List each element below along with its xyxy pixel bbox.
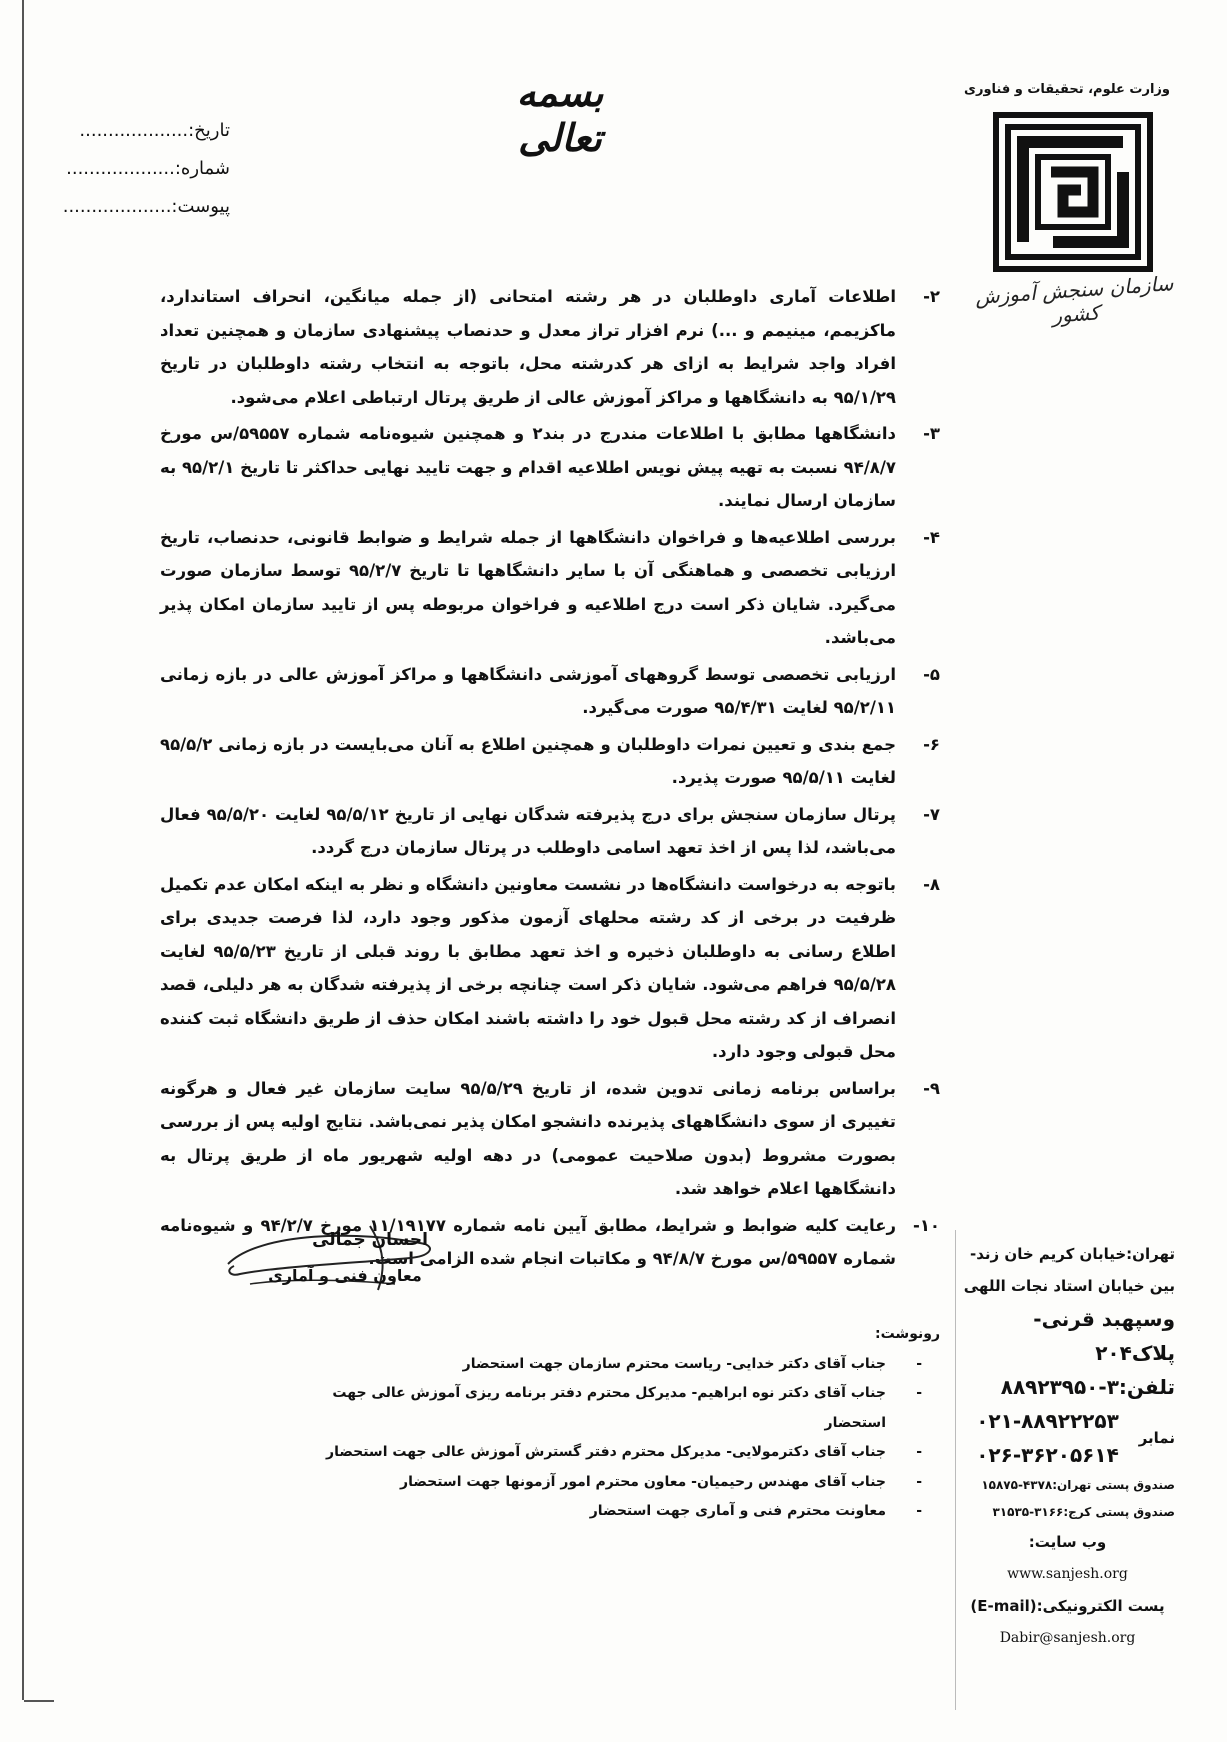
email-link[interactable]: Dabir@sanjesh.org (999, 1630, 1136, 1646)
fax-numbers (960, 1404, 1135, 1472)
item-number: ۲- (923, 287, 940, 306)
item-number: ۷- (923, 804, 940, 824)
list-item (160, 417, 940, 518)
corner-mark (24, 1700, 54, 1702)
cc-dash: - (916, 1444, 922, 1460)
item-number: ۵- (923, 664, 940, 684)
signature-block (220, 1222, 440, 1302)
cc-item (280, 1379, 940, 1438)
cc-dash: - (916, 1473, 922, 1490)
item-text: جمع بندی و تعیین نمرات داوطلبان و همچنین اطلاع به آنان می‌بایست در بازه زمانی ۹۵/۵/۲ لغایت ۹۵/۵/۱۱ صورت پذیرد. (160, 734, 896, 787)
left-margin-line (22, 0, 24, 1700)
signer-title: معاون فنی و آماری (268, 1266, 422, 1285)
website-label: وب سایت: (1028, 1533, 1107, 1551)
cc-dash: - (916, 1503, 922, 1519)
cc-item (280, 1438, 940, 1468)
cc-item-text: جناب آقای مهندس رحیمیان- معاون محترم امور آزمونها جهت استحضار (400, 1473, 886, 1490)
signer-name: احسان جمالی (312, 1230, 428, 1250)
address-line-2: بین خیابان استاد نجات اللهی (963, 1277, 1175, 1295)
item-text: براساس برنامه زمانی تدوین شده، از تاریخ ۹۵/۵/۲۹ سایت سازمان غیر فعال و هرگونه تغییری از سوی دانشگاههای پذیرنده دانشجو امکان پذیر نمی‌باشد. نتایج اولیه پس از بررسی بصورت مشروط (بدون صلاحیت عمومی) در دهه اولیه شهریور ماه از طریق پرتال به دانشگاهها اعلام خواهد شد. (160, 1078, 897, 1198)
list-item (160, 798, 940, 865)
cc-item (280, 1468, 940, 1498)
item-text: ارزیابی تخصصی توسط گروههای آموزشی دانشگاهها و مراکز آموزش عالی در بازه زمانی ۹۵/۲/۱۱ لغایت ۹۵/۴/۳۱ صورت می‌گیرد. (160, 664, 896, 717)
org-handwritten-name: سازمان سنجش آموزش کشور (974, 271, 1175, 328)
list-item (160, 1072, 940, 1206)
cc-item-text: جناب آقای دکتر نوه ابراهیم- مدیرکل محترم دفتر برنامه ریزی آموزش عالی جهت استحضار (332, 1385, 886, 1431)
ministry-name: وزارت علوم، تحقیقات و فناوری (964, 82, 1170, 97)
cc-dash: - (916, 1355, 922, 1372)
letter-body (160, 280, 940, 1279)
pobox-tehran: صندوق پستی تهران:۴۳۷۸-۱۵۸۷۵ (981, 1478, 1175, 1492)
pobox-karaj: صندوق پستی کرج:۳۱۶۶-۳۱۵۳۵ (992, 1505, 1175, 1519)
contact-info (960, 1238, 1175, 1654)
list-item (160, 280, 940, 414)
fax-number-1: ۰۲۱-۸۸۹۲۲۲۵۳ (976, 1409, 1119, 1433)
item-number: ۳- (923, 424, 940, 443)
cc-item-text: جناب آقای دکترمولایی- مدیرکل محترم دفتر گسترش آموزش عالی جهت استحضار (326, 1444, 886, 1460)
address-line-3: وسپهبد قرنی-پلاک۲۰۴ (1033, 1307, 1175, 1365)
address-line-1: تهران:خیابان کریم خان زند- (970, 1245, 1175, 1263)
item-text: اطلاعات آماری داوطلبان در هر رشته امتحانی (از جمله میانگین، انحراف استاندارد، ماکزیمم، مینیمم و ...) نرم افزار تراز معدل و حدنصاب پیشنهادی سازمان و همچنین تعداد افراد واجد شرایط به ازای هر کدرشته محل، باتوجه به انتخاب رشته داوطلبان در تاریخ ۹۵/۱/۲۹ به دانشگاهها و مراکز آموزش عالی از طریق پرتال ارتباطی اعلام می‌شود. (160, 287, 896, 407)
fax-label: نمابر (1138, 1429, 1175, 1447)
cc-item (280, 1350, 940, 1380)
list-item (160, 521, 940, 655)
attachment-label: پیوست:................... (62, 196, 230, 217)
number-label: شماره:................... (66, 158, 230, 179)
cc-item-text: معاونت محترم فنی و آماری جهت استحضار (589, 1503, 886, 1519)
cc-item (280, 1497, 940, 1527)
date-label: تاریخ:................... (79, 120, 230, 141)
list-item (160, 868, 940, 1069)
phone-number: تلفن:۳-۸۸۹۲۳۹۵۰ (1000, 1375, 1175, 1399)
header-title: بسمه تعالی (516, 70, 604, 160)
item-text: بررسی اطلاعیه‌ها و فراخوان دانشگاهها از جمله شرایط و ضوابط قانونی، حدنصاب، تاریخ ارزیابی تخصصی و هماهنگی آن با سایر دانشگاهها تا تاریخ ۹۵/۲/۷ توسط سازمان صورت می‌گیرد. شایان ذکر است درج اطلاعیه و فراخوان مربوطه پس از تایید سازمان امکان پذیر می‌باشد. (160, 527, 896, 647)
cc-list (280, 1320, 940, 1527)
item-number: ۸- (923, 874, 940, 894)
letter-meta (62, 112, 230, 226)
item-text: دانشگاهها مطابق با اطلاعات مندرج در بند۲ و همچنین شیوه‌نامه شماره ۵۹۵۵۷/س مورخ ۹۴/۸/۷ نسبت به تهیه پیش نویس اطلاعیه اقدام و جهت تایید نهایی حداکثر تا تاریخ ۹۵/۲/۱ به سازمان ارسال نمایند. (160, 424, 897, 510)
item-number: ۴- (923, 527, 940, 547)
item-text: باتوجه به درخواست دانشگاه‌ها در نشست معاونین دانشگاه و نظر به اینکه امکان عدم تکمیل ظرفیت در برخی از کد رشته محلهای آزمون مذکور وجود دارد، لذا فرصت جدیدی برای اطلاع رسانی به داوطلبان ذخیره و اخذ تعهد مطابق با روند قبلی از تاریخ ۹۵/۵/۲۳ لغایت ۹۵/۵/۲۸ فراهم می‌شود. شایان ذکر است چنانچه برخی از پذیرفته شدگان به هر دلیلی، قصد انصراف از کد رشته محل قبول خود را داشته باشند امکان حذف از طریق دانشگاه ثبت کننده محل قبولی وجود دارد. (160, 874, 896, 1061)
item-number: ۱۰- (912, 1215, 940, 1235)
item-text: رعایت کلیه ضوابط و شرایط، مطابق آیین نامه شماره ۱۱/۱۹۱۷۷ مورخ ۹۴/۲/۷ و شیوه‌نامه شماره ۵۹۵۵۷/س مورخ ۹۴/۸/۷ و مکاتبات انجام شده الزامی است. (160, 1215, 896, 1268)
item-number: ۹- (923, 1078, 940, 1098)
fax-number-2: ۰۲۶-۳۶۲۰۵۶۱۴ (976, 1443, 1119, 1467)
right-divider-line (955, 1230, 956, 1710)
org-logo-icon (993, 112, 1153, 272)
fax-block (960, 1404, 1175, 1472)
email-label: پست الکترونیکی:(E-mail) (970, 1597, 1165, 1615)
website-link[interactable]: www.sanjesh.org (1007, 1566, 1128, 1582)
list-item (160, 658, 940, 725)
cc-dash: - (916, 1385, 922, 1401)
cc-item-text: جناب آقای دکتر خدایی- ریاست محترم سازمان جهت استحضار (462, 1355, 886, 1372)
item-text: پرتال سازمان سنجش برای درج پذیرفته شدگان نهایی از تاریخ ۹۵/۵/۱۲ لغایت ۹۵/۵/۲۰ فعال می‌باشد، لذا پس از اخذ تعهد اسامی داوطلب در پرتال سازمان درج گردد. (160, 804, 897, 857)
cc-heading: رونوشت: (875, 1326, 940, 1342)
list-item (160, 728, 940, 795)
item-number: ۶- (923, 734, 940, 754)
